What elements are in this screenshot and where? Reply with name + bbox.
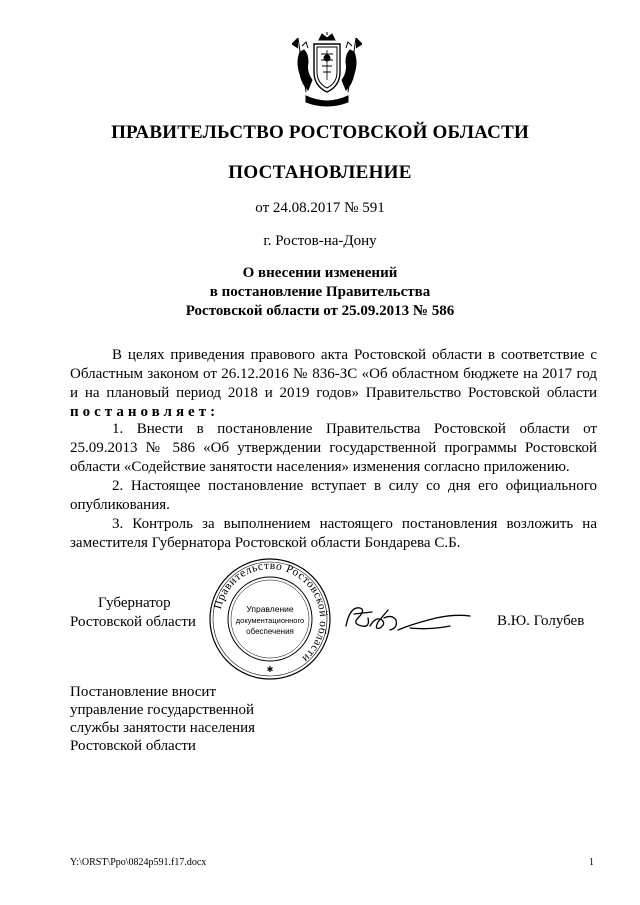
signer-name: В.Ю. Голубев	[497, 613, 585, 629]
page-number: 1	[589, 857, 594, 868]
government-heading: ПРАВИТЕЛЬСТВО РОСТОВСКОЙ ОБЛАСТИ	[111, 122, 529, 143]
preamble-text: В целях приведения правового акта Ростовской области в соответствие с Областным законом от 26.12.2016 № 836-ЗС «Об областном бюджете на 2017 год и на плановый период 2018 и 2019 годов» Правительство Ростовской области	[70, 347, 597, 401]
date-number-line: от 24.08.2017 № 591	[255, 200, 385, 216]
note-line: Постановление вносит	[70, 684, 217, 700]
official-stamp	[208, 557, 332, 681]
place-line: г. Ростов-на-Дону	[263, 233, 377, 249]
document-subject	[0, 264, 640, 321]
stamp-inner-line: Управление	[246, 604, 294, 614]
signer-title-line: Ростовской области	[70, 614, 196, 630]
document-type-heading: ПОСТАНОВЛЕНИЕ	[228, 162, 412, 183]
preamble-paragraph	[70, 346, 597, 422]
handwritten-signature	[340, 596, 475, 641]
subject-line: Ростовской области от 25.09.2013 № 586	[185, 303, 455, 319]
note-line: Ростовской области	[70, 738, 196, 754]
decree-item-2: 2. Настоящее постановление вступает в силу со дня его официального опубликования.	[70, 478, 597, 513]
decree-item-1: 1. Внести в постановление Правительства Ростовской области от 25.09.2013 № 586 «Об утверждении государственной программы Ростовской области «Содействие занятости населения» изменения согласно приложению.	[70, 421, 597, 475]
subject-line: в постановление Правительства	[209, 284, 431, 300]
decree-word: постановляет:	[70, 404, 220, 420]
note-line: службы занятости населения	[70, 720, 256, 736]
submitted-by-note	[70, 683, 255, 755]
decree-item-3: 3. Контроль за выполнением настоящего постановления возложить на заместителя Губернатора Ростовской области Бондарева С.Б.	[70, 516, 597, 551]
coat-of-arms-emblem	[292, 32, 362, 110]
file-path: Y:\ORST\Ppo\0824p591.f17.docx	[70, 857, 207, 868]
note-line: управление государственной	[70, 702, 255, 718]
signer-title	[70, 594, 210, 632]
decree-items	[70, 420, 597, 553]
svg-text:✱: ✱	[266, 665, 274, 674]
subject-line: О внесении изменений	[242, 265, 398, 281]
stamp-inner-line: документационного	[235, 616, 305, 625]
stamp-outer-text: Правительство Ростовской области	[212, 559, 330, 665]
stamp-inner-line: обеспечения	[246, 627, 294, 636]
signer-title-line: Губернатор	[98, 595, 171, 611]
